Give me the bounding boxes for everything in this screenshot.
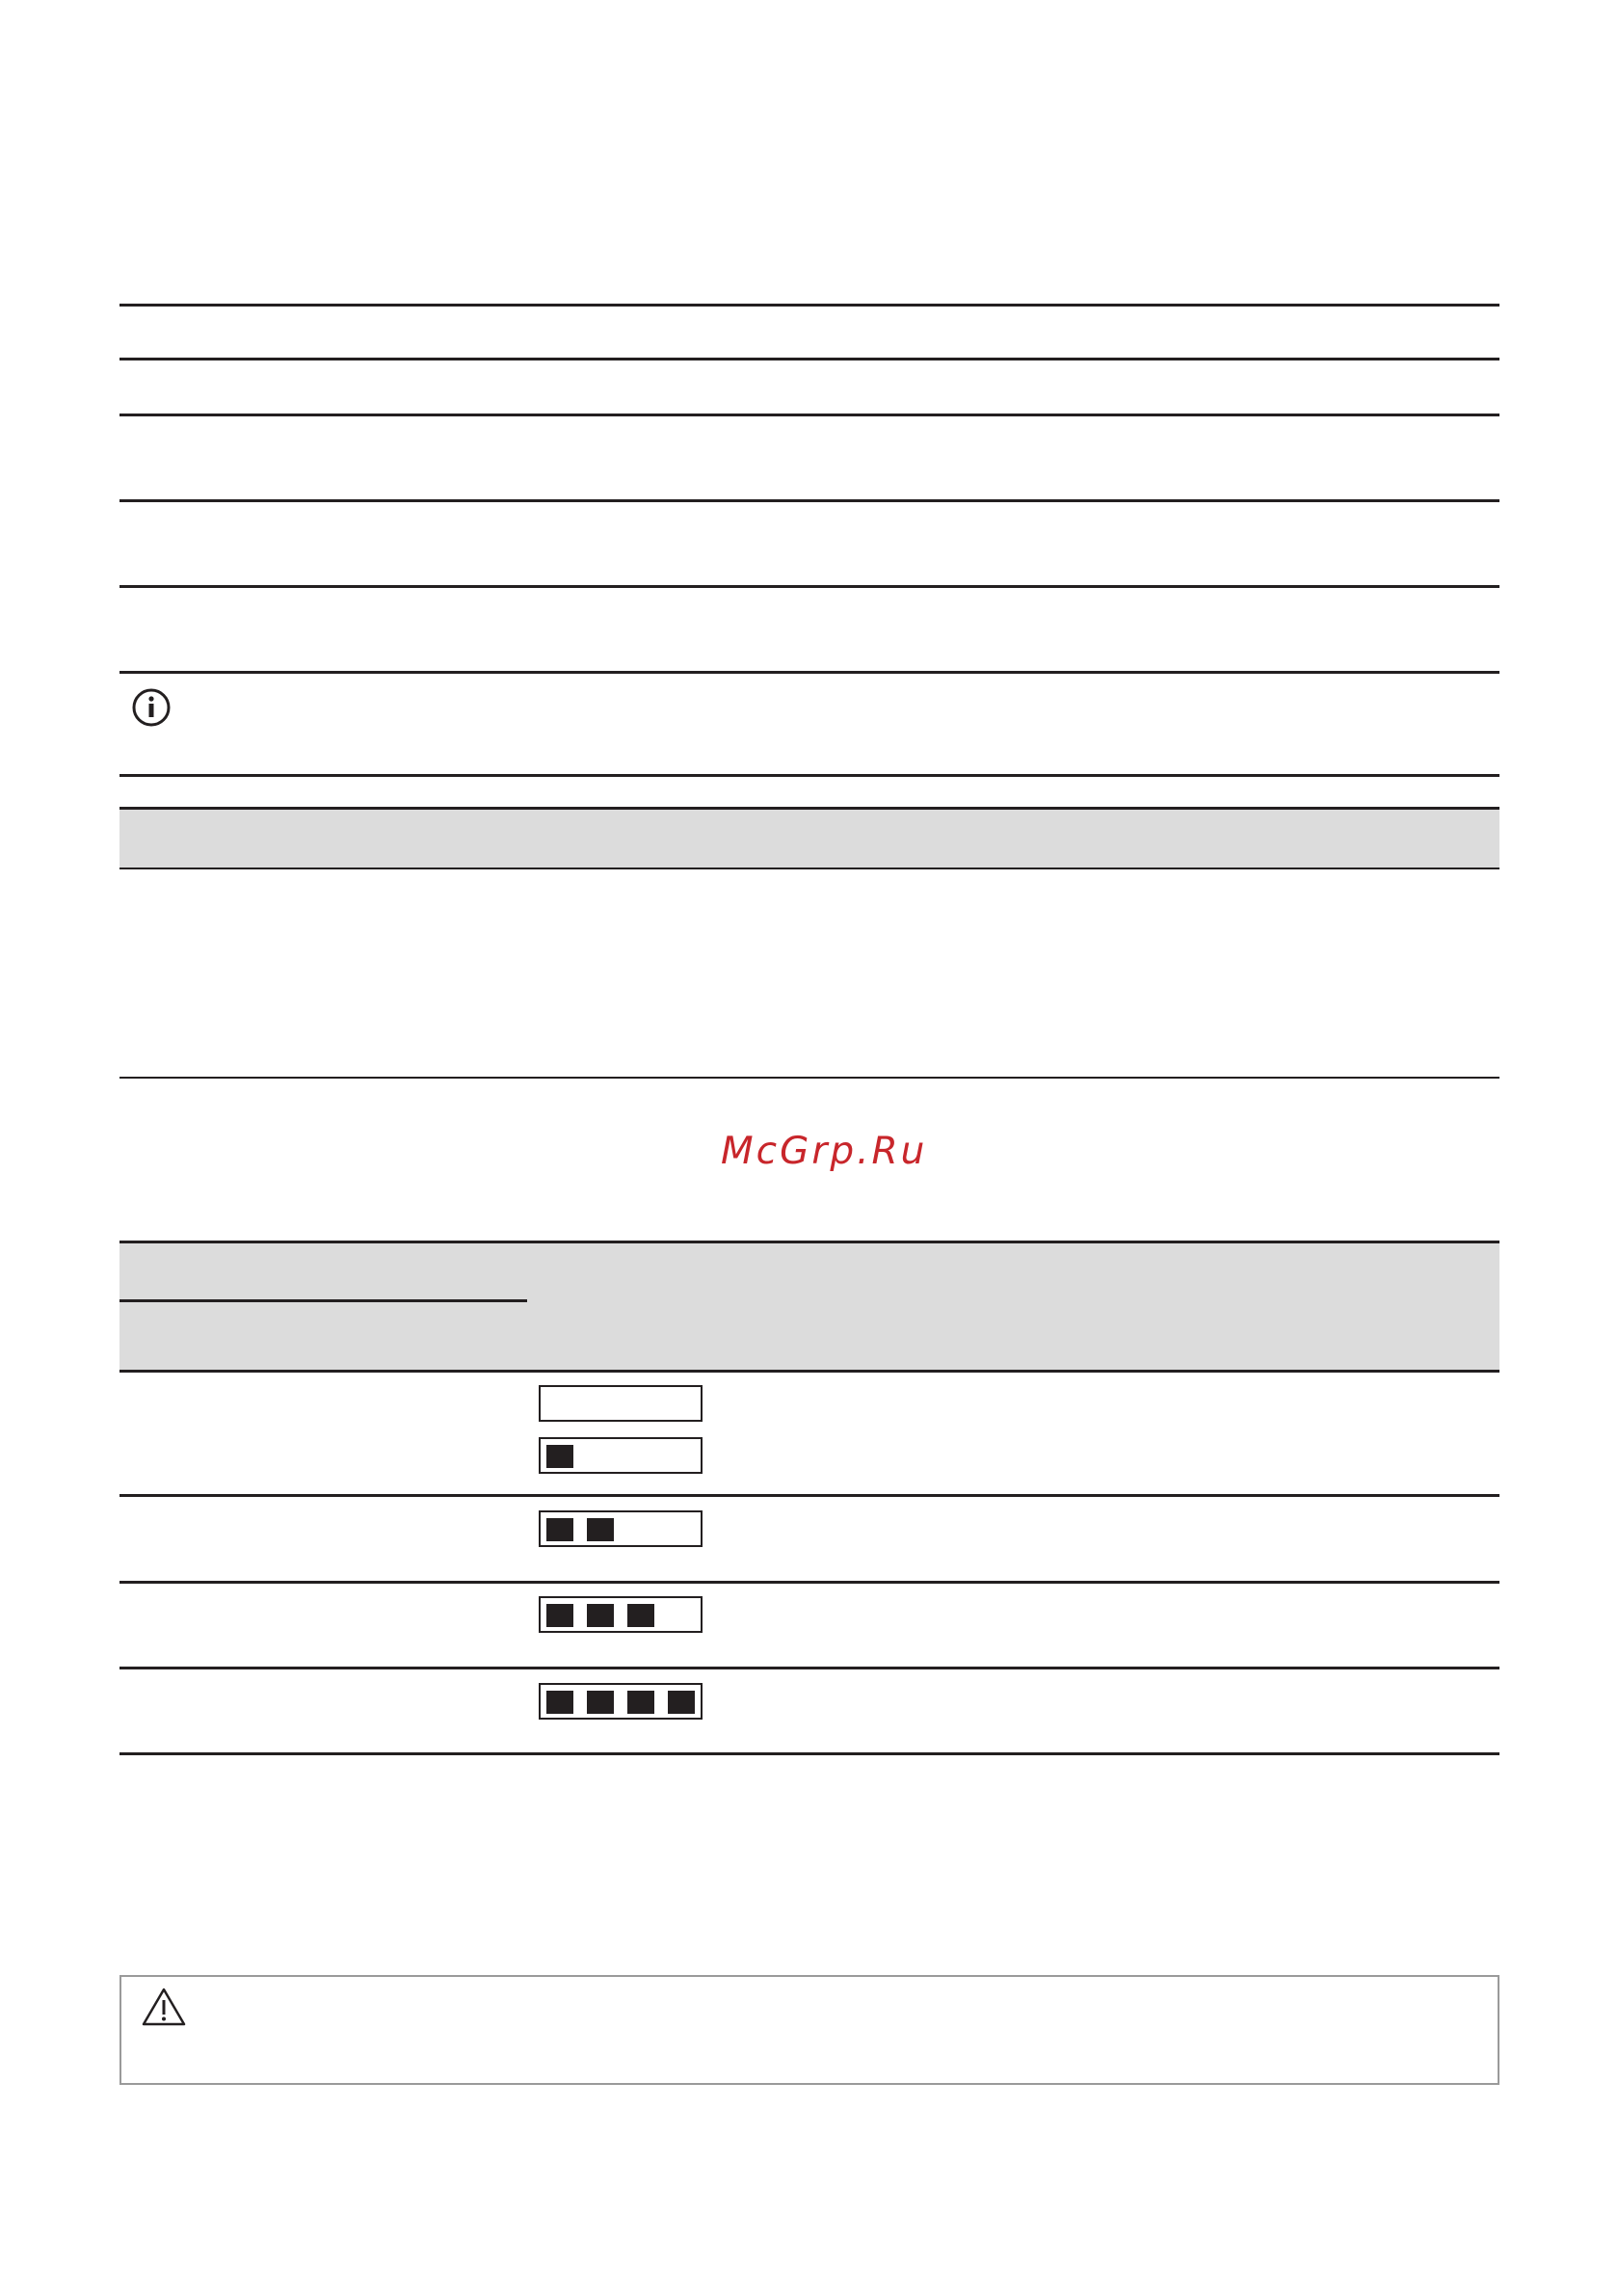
gauge-segment (627, 1604, 654, 1627)
warning-icon (141, 1987, 187, 2027)
gauge-segment (546, 1604, 573, 1627)
table-header (119, 810, 1499, 868)
gauge-segment (546, 1445, 573, 1468)
table-rule (119, 1752, 1499, 1755)
table-rule (119, 414, 1499, 416)
level-gauge (539, 1510, 703, 1547)
table-rule (119, 671, 1499, 674)
gauge-segment (587, 1518, 614, 1541)
watermark: McGrp.Ru (721, 1130, 928, 1173)
table-rule (119, 1667, 1499, 1669)
table-rule (119, 304, 1499, 307)
level-gauge (539, 1683, 703, 1720)
table-rule (119, 1077, 1499, 1079)
gauge-segment (546, 1518, 573, 1541)
table-rule (119, 1581, 1499, 1584)
level-gauge (539, 1437, 703, 1474)
info-icon (131, 687, 172, 728)
gauge-segment (587, 1604, 614, 1627)
indicator-table-header (119, 1243, 1499, 1370)
warning-box (119, 1975, 1499, 2085)
gauge-segment (627, 1691, 654, 1714)
level-gauge (539, 1385, 703, 1422)
level-gauge (539, 1596, 703, 1633)
header-sub-rule (119, 1299, 527, 1302)
gauge-segment (668, 1691, 695, 1714)
table-rule (119, 585, 1499, 588)
table-rule (119, 1494, 1499, 1497)
table-rule (119, 868, 1499, 869)
gauge-segment (546, 1691, 573, 1714)
gauge-segment (587, 1691, 614, 1714)
table-rule (119, 499, 1499, 502)
table-rule (119, 774, 1499, 777)
table-rule (119, 1370, 1499, 1373)
table-rule (119, 358, 1499, 360)
